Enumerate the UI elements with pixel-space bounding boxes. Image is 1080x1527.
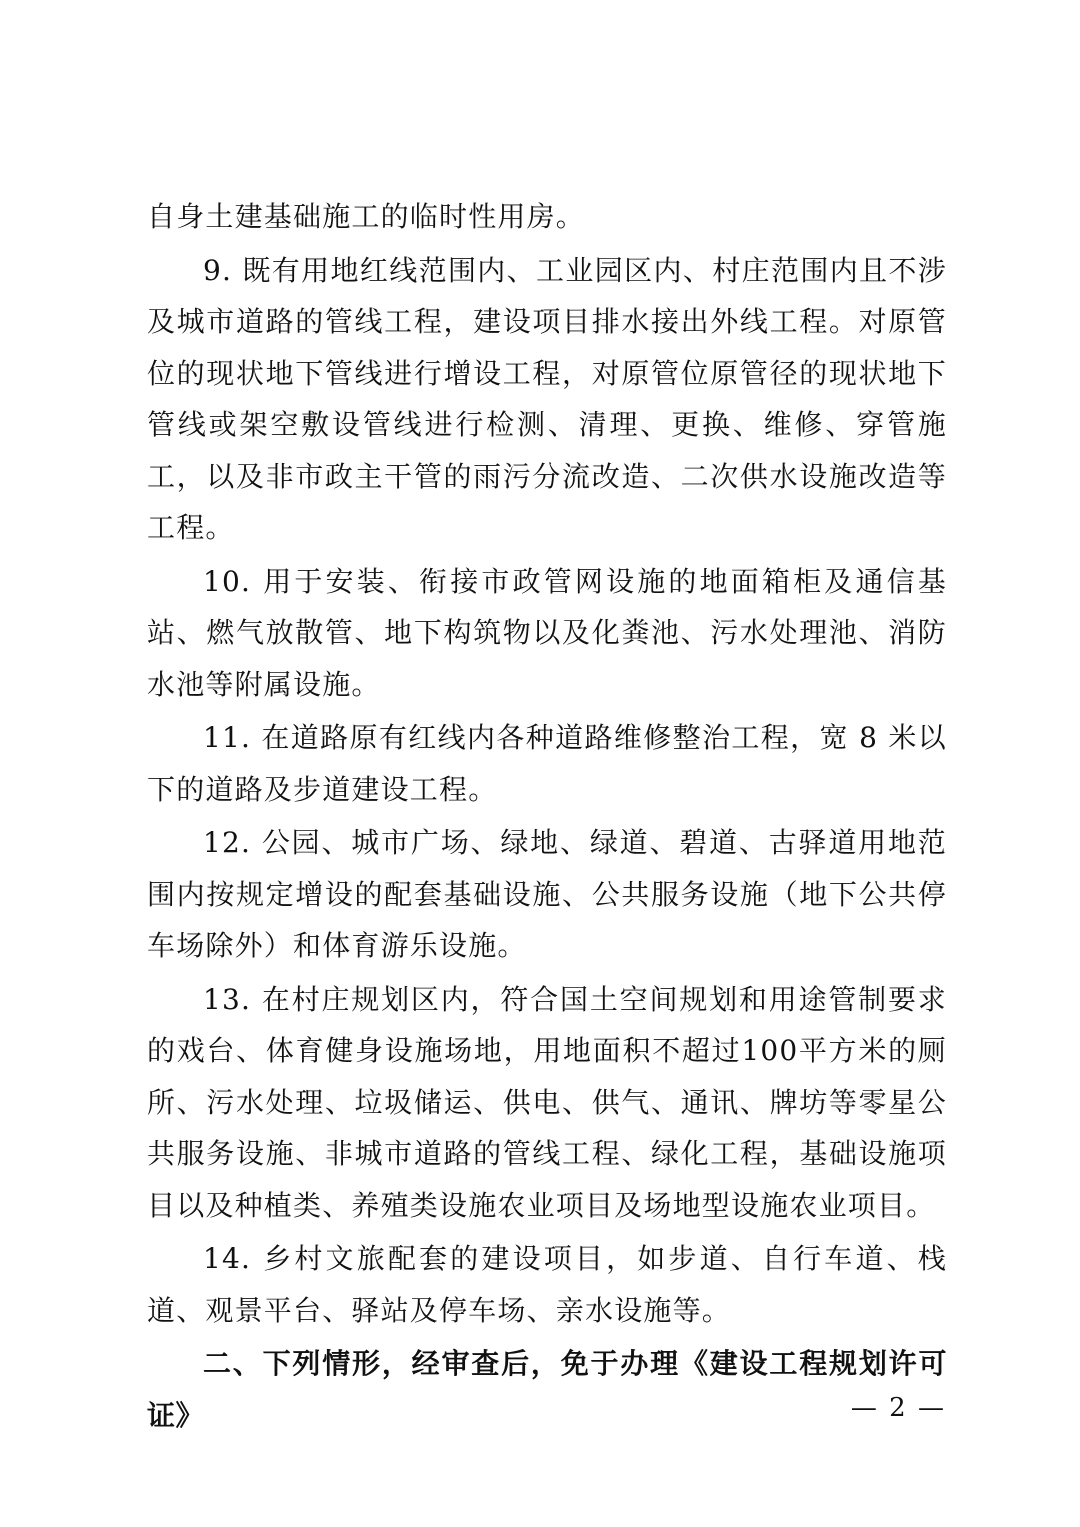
document-body [147,191,947,1443]
paragraph-item-12: 12. 公园、城市广场、绿地、绿道、碧道、古驿道用地范围内按规定增设的配套基础设施、公共服务设施（地下公共停车场除外）和体育游乐设施。 [147,826,947,962]
paragraph-item-9: 9. 既有用地红线范围内、工业园区内、村庄范围内且不涉及城市道路的管线工程，建设项目排水接出外线工程。对原管位的现状地下管线进行增设工程，对原管位原管径的现状地下管线或架空敷设管线进行检测、清理、更换、维修、穿管施工，以及非市政主干管的雨污分流改造、二次供水设施改造等工程。 [147,253,947,544]
section-heading-2: 二、下列情形，经审查后，免于办理《建设工程规划许可证》 [147,1347,947,1432]
paragraph-item-14: 14. 乡村文旅配套的建设项目，如步道、自行车道、栈道、观景平台、驿站及停车场、亲水设施等。 [147,1242,947,1327]
paragraph-item-10: 10. 用于安装、衔接市政管网设施的地面箱柜及通信基站、燃气放散管、地下构筑物以及化粪池、污水处理池、消防水池等附属设施。 [147,564,947,701]
paragraph-continuation: 自身土建基础施工的临时性用房。 [147,200,586,233]
paragraph-item-11: 11. 在道路原有红线内各种道路维修整治工程，宽 8 米以下的道路及步道建设工程。 [147,721,947,806]
paragraph-item-13: 13. 在村庄规划区内，符合国土空间规划和用途管制要求的戏台、体育健身设施场地，用地面积不超过100平方米的厕所、污水处理、垃圾储运、供电、供气、通讯、牌坊等零星公共服务设施、非城市道路的管线工程、绿化工程，基础设施项目以及种植类、养殖类设施农业项目及场地型设施农业项目。 [147,982,947,1222]
page-number: — 2 — [850,1393,946,1423]
